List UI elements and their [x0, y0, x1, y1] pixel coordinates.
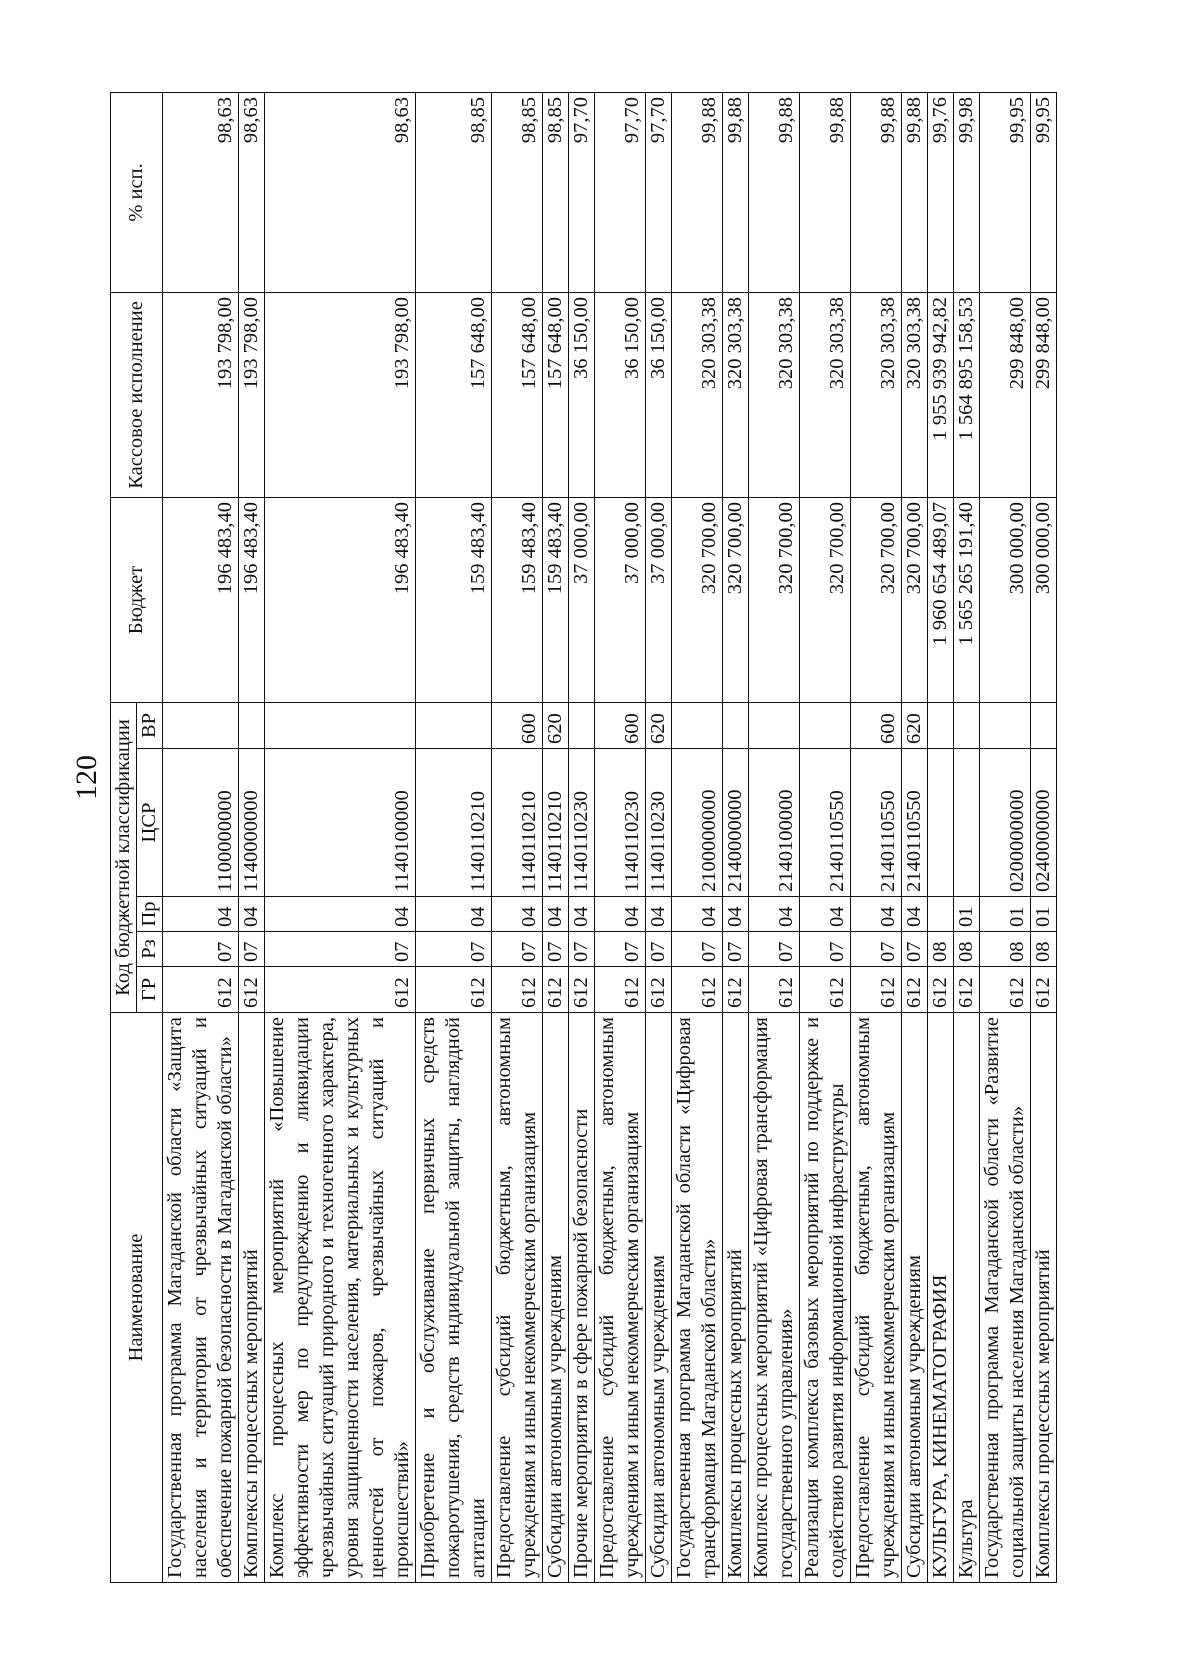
cell-gr: 612 — [569, 967, 595, 1013]
cell-vr — [980, 702, 1031, 748]
cell-rz: 08 — [954, 932, 980, 967]
cell-percent: 97,70 — [569, 92, 595, 292]
cell-execution: 320 303,38 — [851, 292, 902, 497]
cell-gr: 612 — [416, 967, 492, 1013]
cell-execution: 36 150,00 — [569, 292, 595, 497]
table-row — [646, 92, 672, 1582]
cell-csr — [928, 749, 954, 897]
cell-csr: 1140110230 — [569, 749, 595, 897]
cell-rz: 07 — [672, 932, 723, 967]
cell-percent: 97,70 — [646, 92, 672, 292]
cell-execution: 157 648,00 — [416, 292, 492, 497]
cell-budget: 159 483,40 — [416, 497, 492, 702]
cell-name: Культура — [954, 1013, 980, 1583]
cell-gr: 612 — [980, 967, 1031, 1013]
cell-vr — [416, 702, 492, 748]
cell-csr: 2100000000 — [672, 749, 723, 897]
cell-pr: 04 — [543, 897, 569, 932]
cell-execution: 193 798,00 — [163, 292, 239, 497]
cell-pr: 01 — [980, 897, 1031, 932]
cell-rz: 07 — [239, 932, 265, 967]
cell-gr: 612 — [954, 967, 980, 1013]
cell-gr: 612 — [928, 967, 954, 1013]
cell-percent: 99,88 — [800, 92, 851, 292]
cell-gr: 612 — [239, 967, 265, 1013]
cell-execution: 193 798,00 — [239, 292, 265, 497]
cell-percent: 97,70 — [595, 92, 646, 292]
rotated-table-wrapper — [110, 93, 1120, 1583]
cell-vr — [569, 702, 595, 748]
cell-budget: 320 700,00 — [749, 497, 800, 702]
cell-budget: 300 000,00 — [980, 497, 1031, 702]
table-row — [723, 92, 749, 1582]
cell-pr: 01 — [1031, 897, 1057, 932]
cell-budget: 320 700,00 — [851, 497, 902, 702]
cell-name: Государственная программа Магаданской области «Цифровая трансформация Магаданской области» — [672, 1013, 723, 1583]
cell-execution: 1 955 939 942,82 — [928, 292, 954, 497]
cell-csr: 1140110210 — [543, 749, 569, 897]
cell-budget: 37 000,00 — [646, 497, 672, 702]
cell-name: Предоставление субсидий бюджетным, автономным учреждениям и иным некоммерческим организациям — [595, 1013, 646, 1583]
cell-csr: 2140110550 — [800, 749, 851, 897]
cell-name: Предоставление субсидий бюджетным, автономным учреждениям и иным некоммерческим организациям — [851, 1013, 902, 1583]
cell-vr — [163, 702, 239, 748]
cell-csr: 0240000000 — [1031, 749, 1057, 897]
cell-budget: 196 483,40 — [265, 497, 416, 702]
header-csr: ЦСР — [137, 749, 163, 897]
cell-csr: 2140000000 — [723, 749, 749, 897]
cell-budget: 1 960 654 489,07 — [928, 497, 954, 702]
table-row — [672, 92, 723, 1582]
cell-gr: 612 — [851, 967, 902, 1013]
cell-gr: 612 — [543, 967, 569, 1013]
cell-name: Предоставление субсидий бюджетным, автономным учреждениям и иным некоммерческим организациям — [492, 1013, 543, 1583]
cell-percent: 98,63 — [239, 92, 265, 292]
cell-pr: 04 — [646, 897, 672, 932]
header-pr: Пр — [137, 897, 163, 932]
cell-vr — [800, 702, 851, 748]
cell-rz: 07 — [569, 932, 595, 967]
table-header — [111, 92, 163, 1582]
cell-csr: 0200000000 — [980, 749, 1031, 897]
cell-csr: 2140110550 — [851, 749, 902, 897]
header-percent: % исп. — [111, 92, 163, 292]
cell-percent: 98,63 — [163, 92, 239, 292]
cell-budget: 320 700,00 — [672, 497, 723, 702]
table-row — [492, 92, 543, 1582]
cell-vr: 600 — [492, 702, 543, 748]
cell-percent: 98,85 — [492, 92, 543, 292]
cell-name: Комплекс процессных мероприятий «Цифровая трансформация государственного управления» — [749, 1013, 800, 1583]
table-row — [265, 92, 416, 1582]
cell-budget: 37 000,00 — [595, 497, 646, 702]
cell-percent: 99,98 — [954, 92, 980, 292]
cell-csr: 1140110210 — [416, 749, 492, 897]
cell-csr: 1140110210 — [492, 749, 543, 897]
cell-execution: 320 303,38 — [800, 292, 851, 497]
cell-name: КУЛЬТУРА, КИНЕМАТОГРАФИЯ — [928, 1013, 954, 1583]
cell-vr — [954, 702, 980, 748]
cell-budget: 196 483,40 — [163, 497, 239, 702]
cell-vr — [1031, 702, 1057, 748]
cell-name: Субсидии автономным учреждениям — [646, 1013, 672, 1583]
cell-percent: 99,88 — [672, 92, 723, 292]
table-row — [749, 92, 800, 1582]
cell-pr: 04 — [749, 897, 800, 932]
cell-gr: 612 — [749, 967, 800, 1013]
cell-vr: 600 — [851, 702, 902, 748]
header-execution: Кассовое исполнение — [111, 292, 163, 497]
cell-rz: 07 — [265, 932, 416, 967]
cell-gr: 612 — [646, 967, 672, 1013]
table-row — [595, 92, 646, 1582]
cell-pr: 04 — [723, 897, 749, 932]
cell-name: Комплексы процессных мероприятий — [1031, 1013, 1057, 1583]
cell-vr — [749, 702, 800, 748]
table-row — [543, 92, 569, 1582]
cell-rz: 07 — [723, 932, 749, 967]
cell-rz: 07 — [851, 932, 902, 967]
table-row — [902, 92, 928, 1582]
cell-name: Комплексы процессных мероприятий — [723, 1013, 749, 1583]
cell-pr: 04 — [239, 897, 265, 932]
cell-vr — [239, 702, 265, 748]
cell-budget: 159 483,40 — [492, 497, 543, 702]
cell-budget: 300 000,00 — [1031, 497, 1057, 702]
cell-rz: 07 — [749, 932, 800, 967]
cell-rz: 08 — [1031, 932, 1057, 967]
cell-name: Государственная программа Магаданской области «Защита населения и территории от чрезвычайных ситуаций и обеспечение пожарной безопасности в Магаданской области» — [163, 1013, 239, 1583]
cell-gr: 612 — [1031, 967, 1057, 1013]
cell-name: Приобретение и обслуживание первичных средств пожаротушения, средств индивидуальной защиты, наглядной агитации — [416, 1013, 492, 1583]
cell-budget: 1 565 265 191,40 — [954, 497, 980, 702]
cell-gr: 612 — [595, 967, 646, 1013]
cell-gr: 612 — [723, 967, 749, 1013]
cell-rz: 07 — [416, 932, 492, 967]
cell-pr: 04 — [492, 897, 543, 932]
cell-percent: 99,76 — [928, 92, 954, 292]
cell-rz: 07 — [800, 932, 851, 967]
table-row — [980, 92, 1031, 1582]
cell-csr: 1140000000 — [239, 749, 265, 897]
cell-csr: 2140110550 — [902, 749, 928, 897]
cell-vr: 600 — [595, 702, 646, 748]
cell-rz: 08 — [928, 932, 954, 967]
cell-budget: 320 700,00 — [800, 497, 851, 702]
cell-execution: 299 848,00 — [980, 292, 1031, 497]
cell-gr: 612 — [672, 967, 723, 1013]
cell-execution: 36 150,00 — [595, 292, 646, 497]
cell-budget: 320 700,00 — [902, 497, 928, 702]
cell-gr: 612 — [902, 967, 928, 1013]
cell-pr: 04 — [800, 897, 851, 932]
cell-csr: 1140110230 — [646, 749, 672, 897]
cell-vr — [928, 702, 954, 748]
cell-gr: 612 — [163, 967, 239, 1013]
cell-pr: 01 — [954, 897, 980, 932]
cell-pr: 04 — [569, 897, 595, 932]
cell-execution: 320 303,38 — [902, 292, 928, 497]
cell-gr: 612 — [492, 967, 543, 1013]
cell-vr: 620 — [646, 702, 672, 748]
table-row — [239, 92, 265, 1582]
header-rz: Рз — [137, 932, 163, 967]
cell-rz: 07 — [595, 932, 646, 967]
table-row — [163, 92, 239, 1582]
cell-percent: 99,88 — [902, 92, 928, 292]
cell-execution: 320 303,38 — [723, 292, 749, 497]
cell-name: Субсидии автономным учреждениям — [543, 1013, 569, 1583]
cell-rz: 07 — [543, 932, 569, 967]
cell-budget: 159 483,40 — [543, 497, 569, 702]
cell-rz: 07 — [163, 932, 239, 967]
table-row — [569, 92, 595, 1582]
header-code-group: Код бюджетной классификации — [111, 702, 137, 1012]
cell-csr: 2140100000 — [749, 749, 800, 897]
cell-percent: 98,63 — [265, 92, 416, 292]
cell-percent: 98,85 — [416, 92, 492, 292]
cell-execution: 36 150,00 — [646, 292, 672, 497]
cell-pr: 04 — [851, 897, 902, 932]
cell-vr — [723, 702, 749, 748]
cell-execution: 320 303,38 — [749, 292, 800, 497]
cell-percent: 99,88 — [749, 92, 800, 292]
table-row — [800, 92, 851, 1582]
cell-vr — [672, 702, 723, 748]
cell-pr: 04 — [416, 897, 492, 932]
header-vr: ВР — [137, 702, 163, 748]
cell-percent: 99,95 — [1031, 92, 1057, 292]
cell-name: Прочие мероприятия в сфере пожарной безопасности — [569, 1013, 595, 1583]
cell-csr: 1140100000 — [265, 749, 416, 897]
cell-name: Государственная программа Магаданской области «Развитие социальной защиты населения Магаданской области» — [980, 1013, 1031, 1583]
cell-percent: 99,88 — [723, 92, 749, 292]
cell-pr: 04 — [672, 897, 723, 932]
page-number: 120 — [70, 755, 103, 800]
table-body — [163, 92, 1057, 1582]
cell-vr: 620 — [902, 702, 928, 748]
cell-name: Комплекс процессных мероприятий «Повышение эффективности мер по предупреждению и ликвидации чрезвычайных ситуаций природного и техногенного характера, уровня защищенности населения, материальных и культурных ценностей от пожаров, чрезвычайных ситуаций и происшествий» — [265, 1013, 416, 1583]
table-row — [1031, 92, 1057, 1582]
cell-execution: 157 648,00 — [492, 292, 543, 497]
table-row — [928, 92, 954, 1582]
table-row — [416, 92, 492, 1582]
cell-rz: 07 — [646, 932, 672, 967]
cell-budget: 196 483,40 — [239, 497, 265, 702]
cell-vr — [265, 702, 416, 748]
cell-csr — [954, 749, 980, 897]
cell-pr: 04 — [595, 897, 646, 932]
cell-budget: 37 000,00 — [569, 497, 595, 702]
cell-csr: 1140110230 — [595, 749, 646, 897]
cell-execution: 193 798,00 — [265, 292, 416, 497]
cell-name: Комплексы процессных мероприятий — [239, 1013, 265, 1583]
cell-pr: 04 — [265, 897, 416, 932]
cell-percent: 99,95 — [980, 92, 1031, 292]
table-row — [851, 92, 902, 1582]
cell-execution: 299 848,00 — [1031, 292, 1057, 497]
cell-vr: 620 — [543, 702, 569, 748]
cell-rz: 08 — [980, 932, 1031, 967]
table-row — [954, 92, 980, 1582]
cell-execution: 1 564 895 158,53 — [954, 292, 980, 497]
cell-percent: 98,85 — [543, 92, 569, 292]
cell-gr: 612 — [800, 967, 851, 1013]
cell-pr: 04 — [902, 897, 928, 932]
cell-pr — [928, 897, 954, 932]
header-budget: Бюджет — [111, 497, 163, 702]
cell-csr: 1100000000 — [163, 749, 239, 897]
cell-name: Реализация комплекса базовых мероприятий по поддержке и содействию развития информационной инфраструктуры — [800, 1013, 851, 1583]
cell-rz: 07 — [492, 932, 543, 967]
cell-gr: 612 — [265, 967, 416, 1013]
cell-name: Субсидии автономным учреждениям — [902, 1013, 928, 1583]
cell-execution: 157 648,00 — [543, 292, 569, 497]
header-gr: ГР — [137, 967, 163, 1013]
budget-table — [110, 92, 1057, 1583]
cell-budget: 320 700,00 — [723, 497, 749, 702]
cell-pr: 04 — [163, 897, 239, 932]
header-name: Наименование — [111, 1013, 163, 1583]
cell-execution: 320 303,38 — [672, 292, 723, 497]
cell-percent: 99,88 — [851, 92, 902, 292]
cell-rz: 07 — [902, 932, 928, 967]
